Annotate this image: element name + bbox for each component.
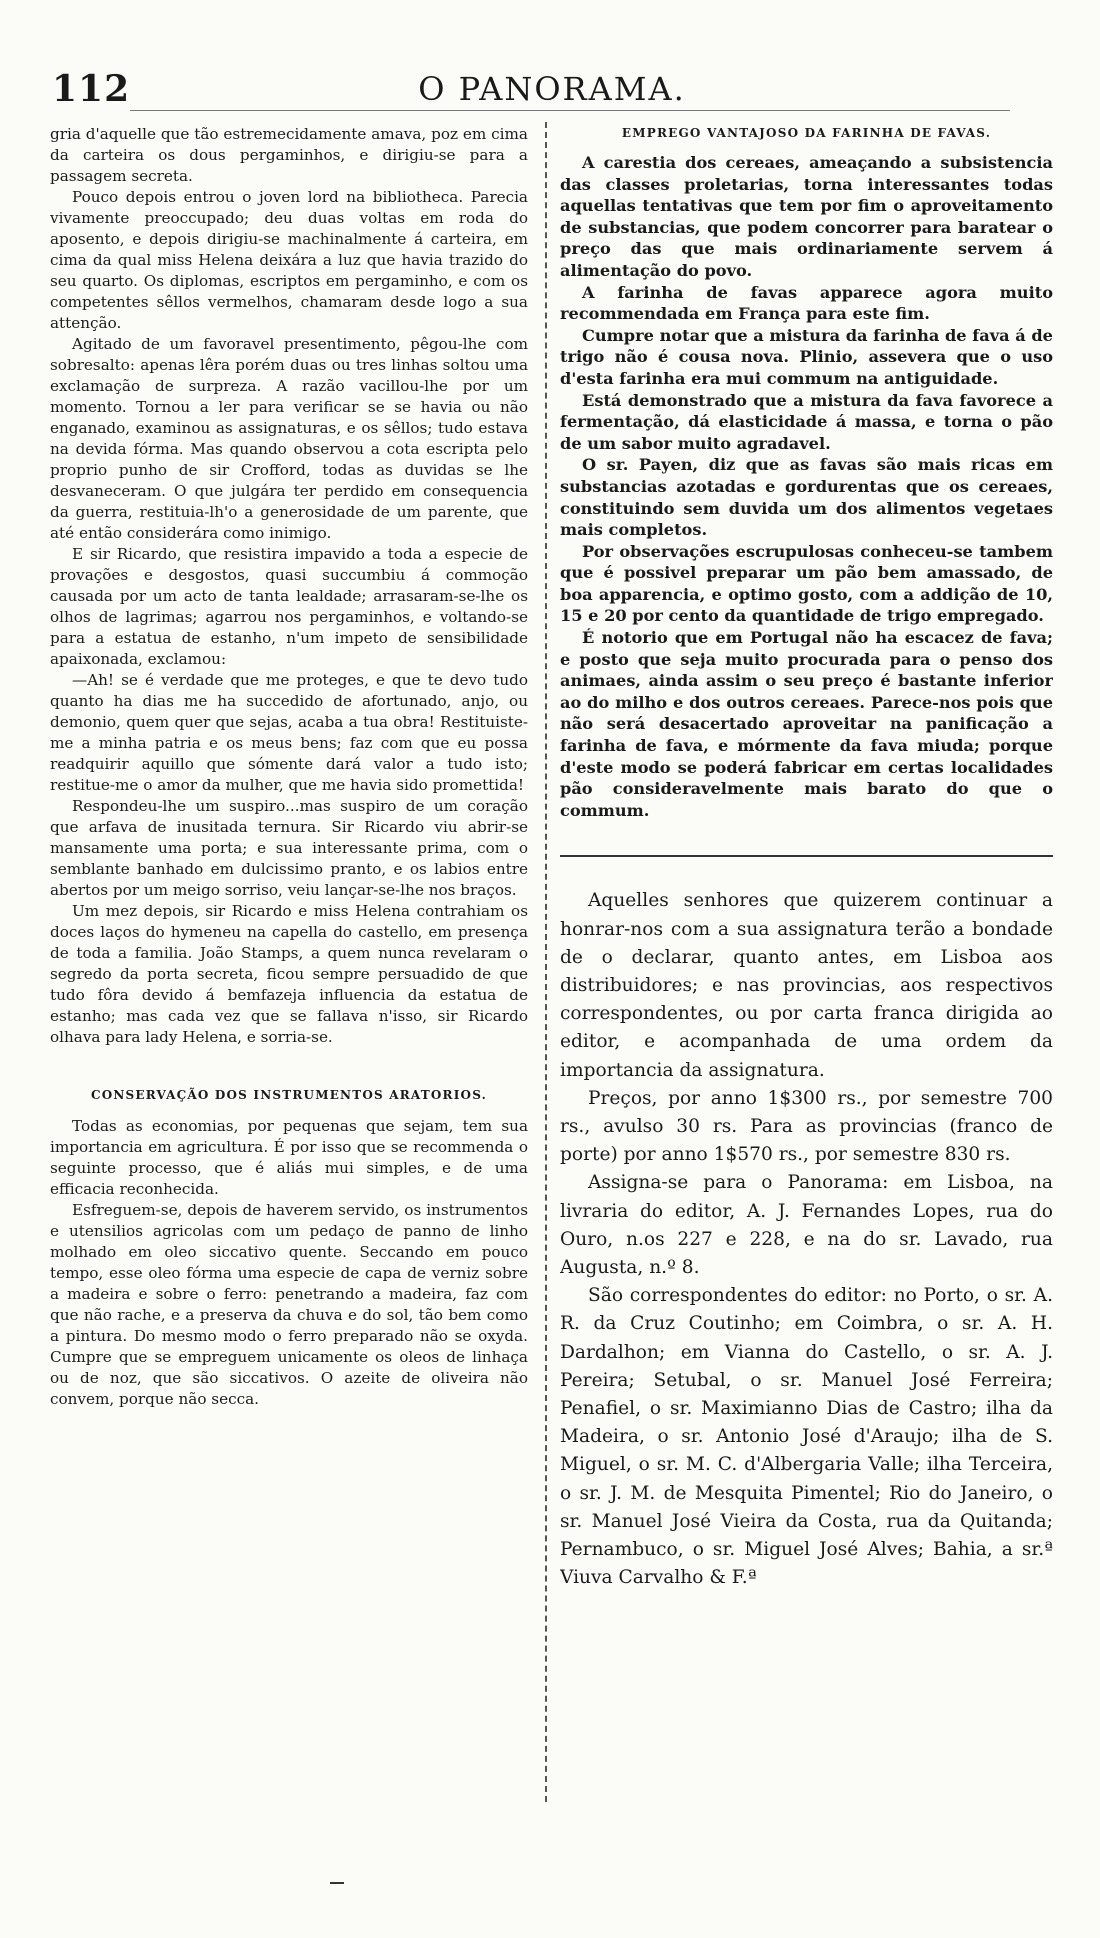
subscription-notice bbox=[560, 887, 1053, 1592]
notice-paragraph: Preços, por anno 1$300 rs., por semestre 700 rs., avulso 30 rs. Para as provincias (franco de porte) por anno 1$570 rs., por semestre 830 rs. bbox=[560, 1087, 1053, 1166]
section-paragraph: Está demonstrado que a mistura da fava favorece a fermentação, dá elasticidade á massa, e torna o pão de um sabor muito agradavel. bbox=[560, 390, 1053, 453]
section-heading: CONSERVAÇÃO DOS INSTRUMENTOS ARATORIOS. bbox=[90, 1088, 488, 1102]
section-paragraph: A farinha de favas apparece agora muito recommendada em França para este fim. bbox=[560, 282, 1053, 324]
story-paragraph: —Ah! se é verdade que me proteges, e que te devo tudo quanto ha dias me ha succedido de afortunado, anjo, ou demonio, quem quer que sejas, acaba a tua obra! Restituiste-me a minha patria e os meus bens; faz com que eu possa readquirir aquillo que sómente dará valor a tudo isto; restitue-me o amor da mulher, que me havia sido promettida! bbox=[50, 671, 528, 794]
section-paragraph: É notorio que em Portugal não ha escacez de fava; e posto que seja muito procurada para o penso dos animaes, ainda assim o seu preço é bastante inferior ao do milho e dos outros cereaes. Parece-nos pois que não será desacertado aproveitar na panificação a farinha de fava, e mórmente da fava miuda; porque d'este modo se poderá fabricar em certas localidades pão consideravelmente mais barato do que o commum. bbox=[560, 628, 1053, 820]
page-title: O PANORAMA. bbox=[418, 70, 686, 108]
story-paragraph: E sir Ricardo, que resistira impavido a toda a especie de provações e desgostos, quasi succumbiu á commoção causada por um acto de tanta lealdade; arrasaram-se-lhe os olhos de lagrimas; agarrou nos pergaminhos, e voltando-se para a estatua de estanho, n'um impeto de sensibilidade apaixonada, exclamou: bbox=[50, 545, 528, 668]
section-heading: EMPREGO VANTAJOSO DA FARINHA DE FAVAS. bbox=[621, 126, 992, 140]
header-rule bbox=[130, 110, 1010, 111]
story-paragraph: Um mez depois, sir Ricardo e miss Helena contrahiam os doces laços do hymeneu na capella do castello, em presença de toda a familia. João Stamps, a quem nunca revelaram o segredo da porta secreta, ficou sempre persuadido de que tudo fôra devido á bemfazeja influencia da estatua de estanho; mas cada vez que se fallava n'isso, sir Ricardo olhava para lady Helena, e sorria-se. bbox=[50, 902, 528, 1046]
section-paragraph: Todas as economias, por pequenas que sejam, tem sua importancia em agricultura. É por isso que se recommenda o seguinte processo, que é aliás mui simples, e de uma efficacia reconhecida. bbox=[50, 1117, 528, 1198]
page-header bbox=[52, 68, 1052, 110]
page-mark bbox=[330, 1882, 344, 1884]
column-divider bbox=[545, 122, 547, 1802]
section-paragraph: Cumpre notar que a mistura da farinha de fava á de trigo não é cousa nova. Plinio, assevera que o uso d'esta farinha era mui commum na antiguidade. bbox=[560, 325, 1053, 388]
section-paragraph: Esfreguem-se, depois de haverem servido, os instrumentos e utensilios agricolas com um pedaço de panno de linho molhado em oleo siccativo quente. Seccando em pouco tempo, esse oleo fórma uma especie de capa de verniz sobre a madeira e sobre o ferro: penetrando a madeira, faz com que não rache, e a preserva da chuva e do sol, tão bem como a pintura. Do mesmo modo o ferro preparado não se oxyda. Cumpre que se empreguem unicamente os oleos de linhaça ou de noz, que são siccativos. O azeite de oliveira não convem, porque não secca. bbox=[50, 1201, 528, 1408]
story-paragraph: Agitado de um favoravel presentimento, pêgou-lhe com sobresalto: apenas lêra porém duas ou tres linhas soltou uma exclamação de surpreza. A razão vacillou-lhe por um momento. Tornou a ler para verificar se se havia ou não enganado, examinou as assignaturas, e os sêllos; tudo estava na devida fórma. Mas quando observou a cota escripta pelo proprio punho de sir Crofford, todas as duvidas se lhe desvaneceram. O que julgára ter perdido em consequencia da guerra, restituia-lh'o a generosidade de um parente, que até então considerára como inimigo. bbox=[50, 335, 528, 542]
section-rule bbox=[560, 855, 1053, 857]
section-paragraph: O sr. Payen, diz que as favas são mais ricas em substancias azotadas e gordurentas que os cereaes, constituindo sem duvida um dos alimentos vegetaes mais completos. bbox=[560, 455, 1053, 540]
story-paragraph: Pouco depois entrou o joven lord na bibliotheca. Parecia vivamente preoccupado; deu duas voltas em roda do aposento, e depois dirigiu-se machinalmente á carteira, em cima da qual miss Helena deixára a luz que havia trazido do seu quarto. Os diplomas, escriptos em pergaminho, e com os competentes sêllos vermelhos, chamaram desde logo a sua attenção. bbox=[50, 188, 528, 332]
section-paragraph: A carestia dos cereaes, ameaçando a subsistencia das classes proletarias, torna interessantes todas aquellas tentativas que tem por fim o aproveitamento de substancias, que podem concorrer para baratear o preço das que mais ordinariamente servem á alimentação do povo. bbox=[560, 153, 1053, 280]
article-body bbox=[560, 152, 1053, 821]
notice-paragraph: Assigna-se para o Panorama: em Lisboa, na livraria do editor, A. J. Fernandes Lopes, rua do Ouro, n.os 227 e 228, e na do sr. Lavado, rua Augusta, n.º 8. bbox=[560, 1172, 1053, 1279]
notice-paragraph: São correspondentes do editor: no Porto, o sr. A. R. da Cruz Coutinho; em Coimbra, o sr. A. H. Dardalhon; em Vianna do Castello, o sr. A. J. Pereira; Setubal, o sr. Manuel José Ferreira; Penafiel, o sr. Maximianno Dias de Castro; ilha da Madeira, o sr. Antonio José d'Araujo; ilha de S. Miguel, o sr. M. C. d'Albergaria Valle; ilha Terceira, o sr. J. M. de Mesquita Pimentel; Rio do Janeiro, o sr. Manuel José Vieira da Costa, rua da Quitanda; Pernambuco, o sr. Miguel José Alves; Bahia, a sr.ª Viuva Carvalho & F.ª bbox=[560, 1285, 1053, 1589]
notice-paragraph: Aquelles senhores que quizerem continuar a honrar-nos com a sua assignatura terão a bondade de o declarar, quanto antes, em Lisboa aos distribuidores; e nas provincias, aos respectivos correspondentes, ou por carta franca dirigida ao editor, e acompanhada de uma ordem da importancia da assignatura. bbox=[560, 890, 1053, 1081]
left-column bbox=[50, 124, 528, 1804]
page-number: 112 bbox=[52, 68, 131, 110]
story-paragraph: Respondeu-lhe um suspiro...mas suspiro de um coração que arfava de inusitada ternura. Sir Ricardo viu abrir-se mansamente uma porta; e sua interessante prima, com o semblante banhado em dulcissimo pranto, e os labios entre abertos por um meigo sorriso, veiu lançar-se-lhe nos braços. bbox=[50, 797, 528, 899]
story-paragraph: gria d'aquelle que tão estremecidamente amava, poz em cima da carteira os dous pergaminhos, e dirigiu-se para a passagem secreta. bbox=[50, 125, 528, 185]
right-column bbox=[560, 124, 1053, 1804]
section-paragraph: Por observações escrupulosas conheceu-se tambem que é possivel preparar um pão bem amassado, de boa apparencia, e optimo gosto, com a addição de 10, 15 e 20 por cento da quantidade de trigo empregado. bbox=[560, 541, 1053, 626]
